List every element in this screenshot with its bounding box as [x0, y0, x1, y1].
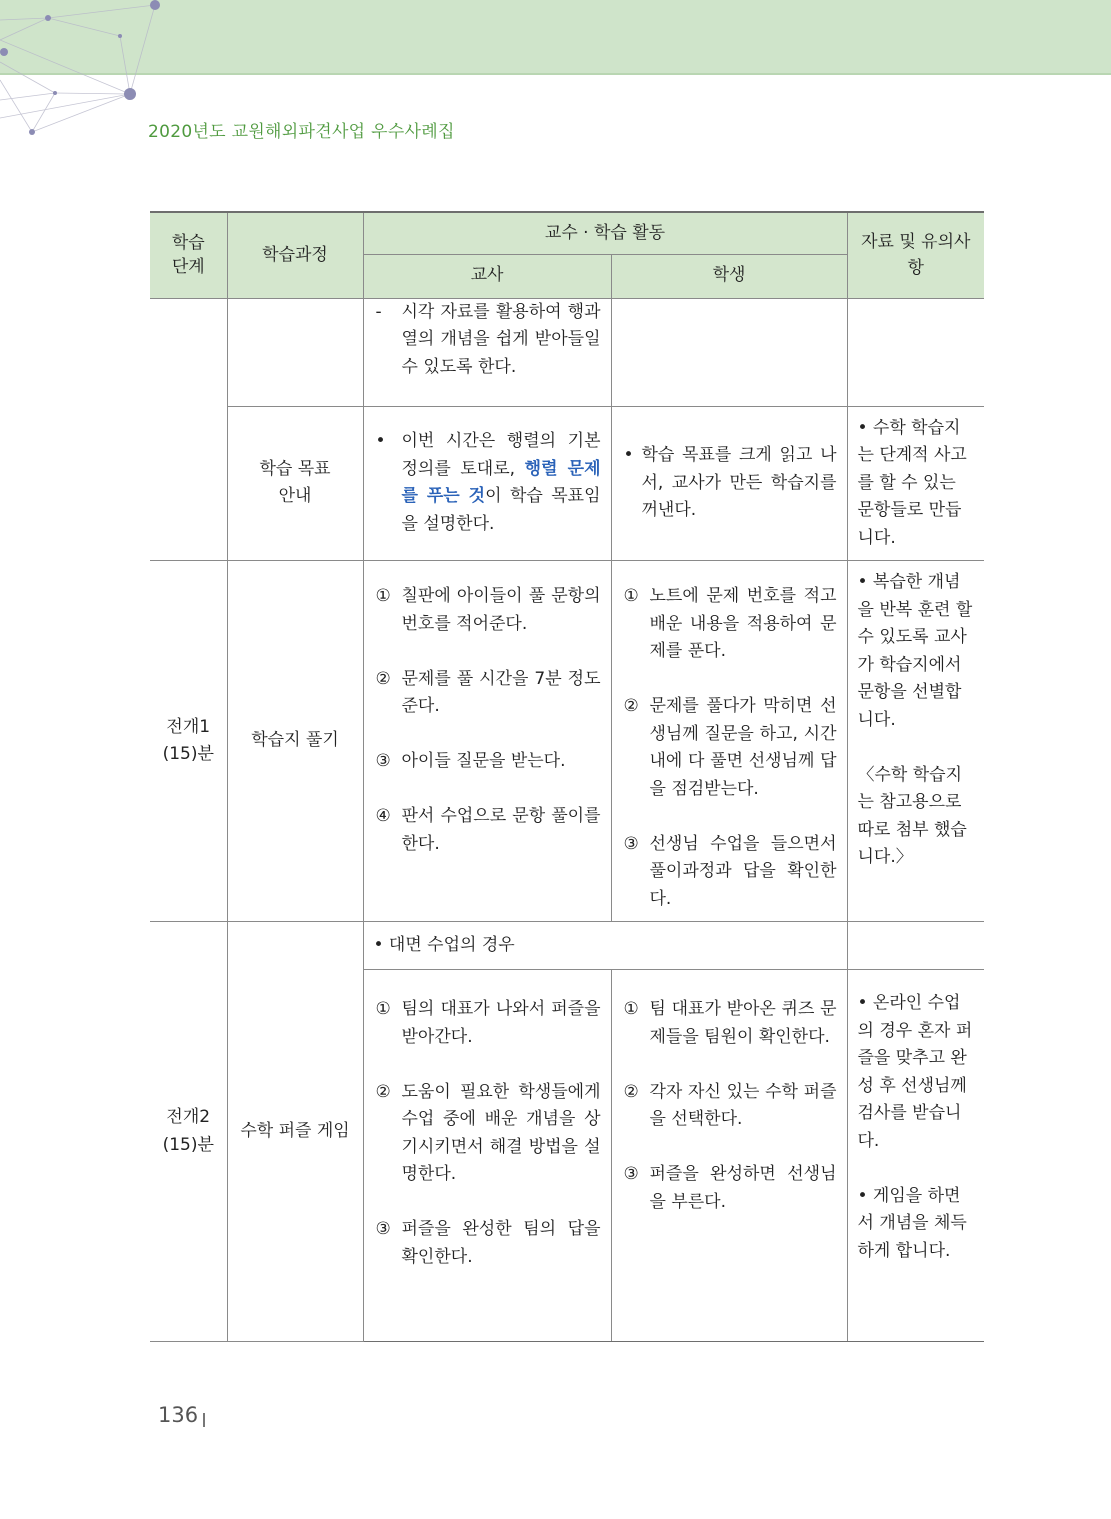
- page-number-divider: [203, 1413, 205, 1427]
- student-cell-empty: [611, 298, 847, 406]
- list-item: ③ 퍼즐을 완성한 팀의 답을 확인한다.: [375, 1219, 601, 1267]
- teacher-cell: [363, 298, 611, 406]
- list-item: ④ 판서 수업으로 문항 풀이를 한다.: [375, 806, 601, 854]
- highlighted-goal: 행렬 문제를 푸는 것: [401, 458, 601, 507]
- list-item: ② 문제를 풀다가 막히면 선생님께 질문을 하고, 시간 내에 다 풀면 선생님께 답을 점검받는다.: [623, 696, 837, 799]
- list-item: ① 팀 대표가 받아온 퀴즈 문제들을 팀원이 확인한다.: [623, 999, 837, 1047]
- student-cell: [611, 970, 847, 1342]
- process-cell: 학습 목표 안내: [227, 406, 363, 561]
- notes-cell-empty: [847, 922, 984, 970]
- header-activity: 교수 · 학습 활동: [363, 212, 847, 254]
- process-cell-empty: [227, 298, 363, 406]
- list-item: ③ 아이들 질문을 받는다.: [375, 751, 566, 771]
- header-notes: 자료 및 유의사항: [847, 212, 984, 298]
- page-number: 136: [158, 1403, 199, 1427]
- stage-cell-intro: [150, 298, 227, 561]
- notes-cell: • 수학 학습지는 단계적 사고를 할 수 있는 문항들로 만듭니다.: [847, 406, 984, 561]
- list-item: • 이번 시간은 행렬의 기본 정의를 토대로, 행렬 문제를 푸는 것이 학습 목표임을 설명한다.: [375, 431, 601, 534]
- student-cell: [611, 561, 847, 922]
- running-title: 2020년도 교원해외파견사업 우수사례집: [148, 122, 455, 142]
- list-item: ② 도움이 필요한 학생들에게 수업 중에 배운 개념을 상기시키면서 해결 방법을 설명한다.: [375, 1081, 601, 1184]
- list-item: ① 노트에 문제 번호를 적고 배운 내용을 적용하여 문제를 푼다.: [623, 586, 837, 661]
- teacher-cell: [363, 561, 611, 922]
- notes-cell: • 온라인 수업의 경우 혼자 퍼즐을 맞추고 완성 후 선생님께 검사를 받습니다. • 게임을 하면서 개념을 체득하게 합니다.: [847, 970, 984, 1342]
- process-cell: 학습지 풀기: [227, 561, 363, 922]
- list-item: ② 각자 자신 있는 수학 퍼즐을 선택한다.: [623, 1081, 837, 1129]
- span-note-cell: • 대면 수업의 경우: [363, 922, 847, 970]
- lesson-plan-table: [150, 211, 984, 1342]
- list-item: ③ 퍼즐을 완성하면 선생님을 부른다.: [623, 1164, 837, 1212]
- list-item: ① 팀의 대표가 나와서 퍼즐을 받아간다.: [375, 999, 601, 1047]
- notes-cell: • 복습한 개념을 반복 훈련 할 수 있도록 교사가 학습지에서 문항을 선별합니다. 〈수학 학습지는 참고용으로 따로 첨부 했습니다.〉: [847, 561, 984, 922]
- header-process: 학습과정: [227, 212, 363, 298]
- list-item: ③ 선생님 수업을 들으면서 풀이과정과 답을 확인한다.: [623, 833, 837, 909]
- header-student: 학생: [611, 254, 847, 298]
- header-stage: 학습 단계: [150, 212, 227, 298]
- stage-cell: 전개2 (15)분: [150, 922, 227, 1342]
- header-teacher: 교사: [363, 254, 611, 298]
- list-item: • 학습 목표를 크게 읽고 나서, 교사가 만든 학습지를 꺼낸다.: [623, 445, 837, 520]
- process-cell: 수학 퍼즐 게임: [227, 922, 363, 1342]
- notes-cell-empty: [847, 298, 984, 406]
- list-item: - 시각 자료를 활용하여 행과 열의 개념을 쉽게 받아들일 수 있도록 한다.: [375, 301, 601, 377]
- stage-cell: 전개1 (15)분: [150, 561, 227, 922]
- teacher-cell: [363, 970, 611, 1342]
- list-item: ① 칠판에 아이들이 풀 문항의 번호를 적어준다.: [375, 586, 601, 634]
- teacher-cell: [363, 406, 611, 561]
- list-item: ② 문제를 풀 시간을 7분 정도 준다.: [375, 668, 601, 716]
- student-cell: [611, 406, 847, 561]
